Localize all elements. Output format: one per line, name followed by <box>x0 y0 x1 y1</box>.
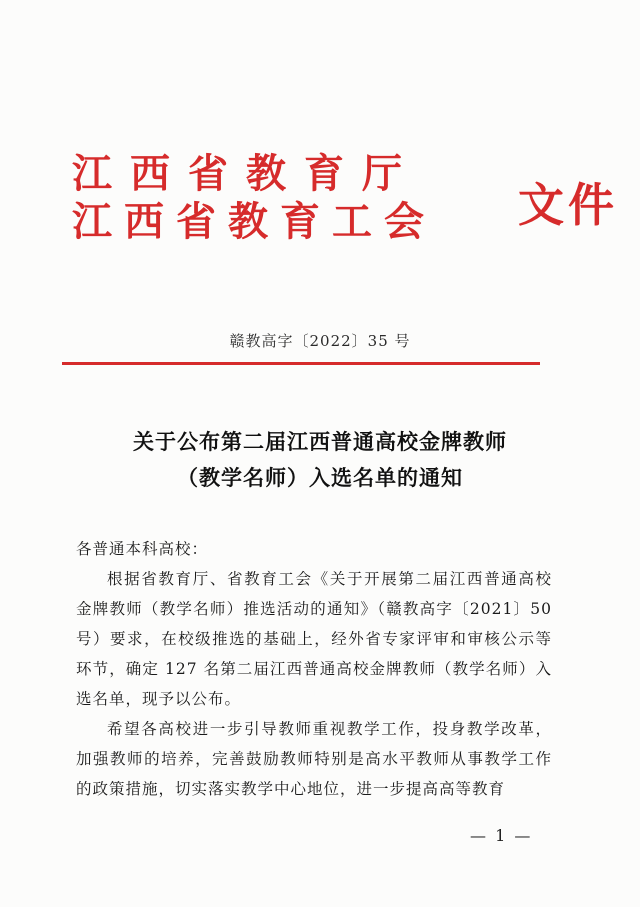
page-number: — 1 — <box>470 826 533 845</box>
red-divider-line <box>62 362 540 365</box>
salutation: 各普通本科高校： <box>76 540 209 558</box>
body-paragraph-1: 根据省教育厅、省教育工会《关于开展第二届江西普通高校金牌教师（教学名师）推选活动的通知》（赣教高字〔2021〕50 号）要求，在校级推选的基础上，经外省专家评审和审核公示等环节，确定 127 名第二届江西普通高校金牌教师（教学名师）入选名单，现予以公布。 <box>76 570 552 708</box>
notice-body <box>76 534 552 804</box>
issuer-line-education-union: 江西省教育工会 <box>72 199 436 245</box>
notice-title-line1: 关于公布第二届江西普通高校金牌教师 <box>133 430 507 454</box>
document-type-label: 文件 <box>518 178 618 232</box>
issuer-line-education-department: 江西省教育厅 <box>72 151 420 197</box>
document-number: 赣教高字〔2022〕35 号 <box>229 332 411 350</box>
notice-title <box>0 424 640 496</box>
body-paragraph-2: 希望各高校进一步引导教师重视教学工作，投身教学改革，加强教师的培养，完善鼓励教师特别是高水平教师从事教学工作的政策措施，切实落实教学中心地位，进一步提高高等教育 <box>76 720 552 798</box>
issuer-header <box>72 150 618 260</box>
notice-title-line2: （教学名师）入选名单的通知 <box>177 466 463 490</box>
